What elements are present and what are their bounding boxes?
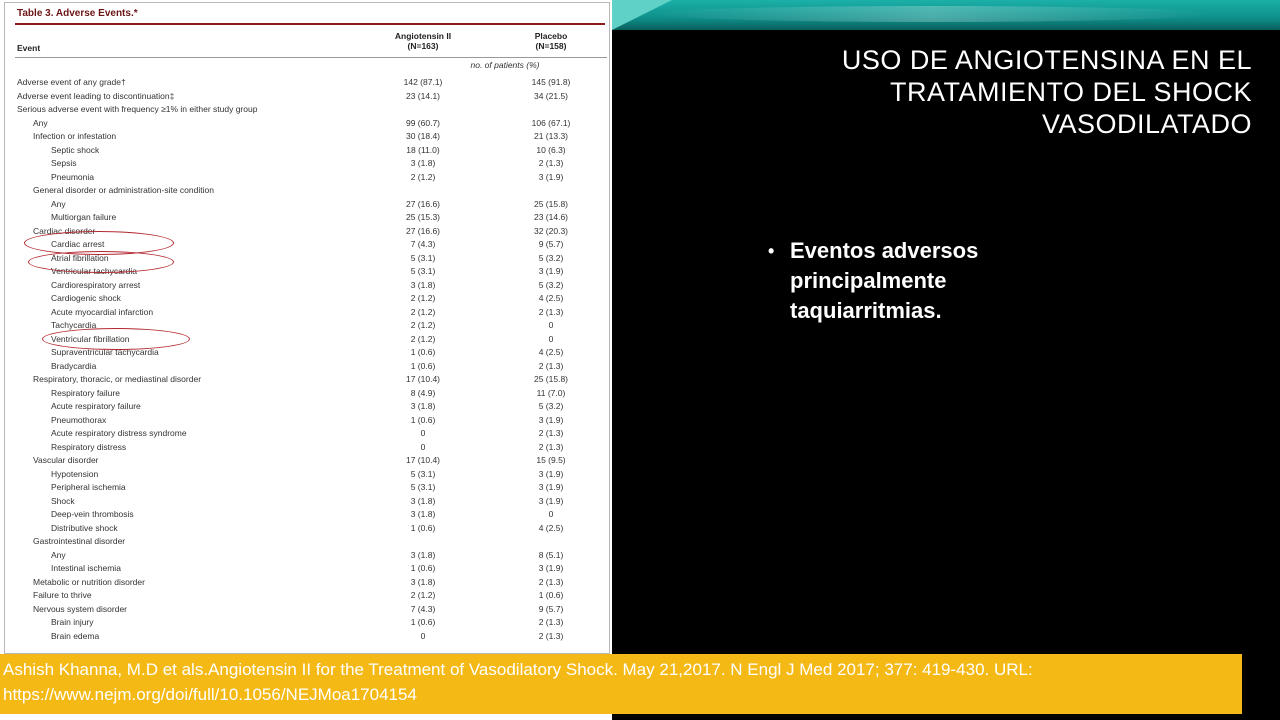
row-angiotensin-value: 2 (1.2) [410,171,436,182]
row-event: Adverse event leading to discontinuation‡ [17,90,175,101]
row-placebo-value: 3 (1.9) [538,414,564,425]
row-angiotensin-value: 3 (1.8) [410,279,436,290]
row-event: Respiratory failure [51,387,120,398]
table-row [15,468,607,482]
units-label: no. of patients (%) [470,60,540,70]
table-row [15,76,607,90]
row-event: Respiratory, thoracic, or mediastinal disorder [33,374,202,384]
table-row [15,481,607,495]
row-angiotensin-value: 8 (4.9) [410,387,436,398]
row-placebo-value: 8 (5.1) [538,549,564,560]
row-event: Cardiac disorder [33,225,96,236]
row-event: Shock [51,495,75,506]
table-row [15,427,607,441]
row-angiotensin-value: 2 (1.2) [410,333,436,344]
row-event: Nervous system disorder [33,603,128,614]
row-placebo-value: 145 (91.8) [531,77,571,87]
table-row [15,522,607,536]
table-row [15,360,607,374]
row-angiotensin-value: 1 (0.6) [410,563,436,573]
row-event: General disorder or administration-site condition [33,185,214,195]
table-caption [15,7,605,25]
row-event: Ventricular fibrillation [51,333,130,344]
row-angiotensin-value: 3 (1.8) [410,509,436,519]
row-angiotensin-value: 2 (1.2) [410,320,436,330]
row-angiotensin-value: 7 (4.3) [410,239,436,249]
row-angiotensin-value: 0 [420,630,426,641]
bullet-dot-icon: • [768,241,775,261]
row-angiotensin-value: 27 (16.6) [405,198,441,209]
table-row [15,549,607,563]
row-placebo-value: 23 (14.6) [533,212,569,222]
header-angiotensin: Angiotensin II [394,31,452,41]
table-row [15,414,607,428]
table-row [15,373,607,387]
table-row [15,103,607,117]
row-event: Multiorgan failure [51,212,117,222]
table-row [15,211,607,225]
row-angiotensin-value: 30 (18.4) [405,131,441,141]
table-row [15,562,607,576]
table-row [15,292,607,306]
row-angiotensin-value: 1 (0.6) [410,522,436,533]
row-placebo-value: 1 (0.6) [538,590,564,600]
row-placebo-value: 3 (1.9) [538,563,564,573]
table-row [15,171,607,185]
row-angiotensin-value: 3 (1.8) [410,158,436,168]
row-event: Tachycardia [51,320,97,330]
row-angiotensin-value: 23 (14.1) [405,90,441,101]
row-placebo-value: 106 (67.1) [531,117,571,128]
row-placebo-value: 3 (1.9) [538,171,564,182]
row-placebo-value: 2 (1.3) [538,441,564,452]
row-placebo-value: 5 (3.2) [538,401,564,411]
teal-header-band [612,0,1280,30]
row-placebo-value: 32 (20.3) [533,225,569,236]
row-event: Cardiorespiratory arrest [51,279,141,290]
row-event: Any [51,198,66,209]
table-row [15,184,607,198]
row-event: Deep-vein thrombosis [51,509,134,519]
row-placebo-value: 25 (15.8) [533,374,569,384]
table-row [15,279,607,293]
row-placebo-value: 2 (1.3) [538,617,564,627]
row-angiotensin-value: 17 (10.4) [405,374,441,384]
row-event: Cardiogenic shock [51,293,121,303]
row-event: Bradycardia [51,360,97,371]
row-event: Hypotension [51,468,99,479]
header-placebo: Placebo [534,31,568,41]
row-event: Acute respiratory distress syndrome [51,428,187,438]
header-event: Event [17,43,41,53]
row-placebo-value: 4 (2.5) [538,293,564,303]
row-placebo-value: 2 (1.3) [538,306,564,317]
row-placebo-value: 21 (13.3) [533,131,569,141]
row-angiotensin-value: 0 [420,441,426,452]
slide-title: USO DE ANGIOTENSINA EN EL TRATAMIENTO DEL SHOCK VASODILATADO [841,45,1252,139]
row-angiotensin-value: 18 (11.0) [406,144,440,155]
row-placebo-value: 0 [548,509,554,519]
row-placebo-value: 3 (1.9) [538,468,564,479]
table-row [15,454,607,468]
row-angiotensin-value: 1 (0.6) [410,617,436,627]
row-event: Pneumothorax [51,414,107,425]
row-placebo-value: 2 (1.3) [538,428,564,438]
row-angiotensin-value: 5 (3.1) [410,266,436,276]
row-placebo-value: 5 (3.2) [538,279,564,290]
row-angiotensin-value: 5 (3.1) [410,252,436,263]
row-event: Serious adverse event with frequency ≥1% in either study group [17,104,258,114]
highlight-circle-ventricular-fibrillation [42,328,190,350]
row-placebo-value: 9 (5.7) [538,603,564,614]
row-angiotensin-value: 7 (4.3) [410,603,436,614]
row-placebo-value: 0 [548,333,554,344]
row-event: Atrial fibrillation [51,252,109,263]
row-event: Failure to thrive [33,590,92,600]
row-angiotensin-value: 1 (0.6) [410,414,436,425]
row-event: Sepsis [51,158,77,168]
row-placebo-value: 10 (6.3) [536,144,566,155]
row-angiotensin-value: 1 (0.6) [410,347,436,357]
table-row [15,400,607,414]
table-row [15,508,607,522]
highlight-circle-atrial-fibrillation [28,251,174,273]
table-row [15,144,607,158]
table-row [15,198,607,212]
row-angiotensin-value: 142 (87.1) [403,77,443,87]
row-angiotensin-value: 2 (1.2) [410,293,436,303]
table-row [15,616,607,630]
table-row [15,306,607,320]
row-event: Brain injury [51,617,94,627]
row-event: Septic shock [51,144,100,155]
row-angiotensin-value: 3 (1.8) [410,549,436,560]
row-placebo-value: 0 [548,320,554,330]
table-row [15,630,607,644]
row-event: Cardiac arrest [51,239,105,249]
row-event: Metabolic or nutrition disorder [33,576,145,587]
table-row [15,535,607,549]
table-row [15,157,607,171]
row-event: Respiratory distress [51,441,127,452]
row-placebo-value: 2 (1.3) [538,576,564,587]
row-event: Intestinal ischemia [51,563,121,573]
table-row [15,603,607,617]
row-placebo-value: 5 (3.2) [538,252,564,263]
row-event: Adverse event of any grade† [17,77,126,87]
row-angiotensin-value: 3 (1.8) [410,576,436,587]
row-angiotensin-value: 2 (1.2) [410,306,436,317]
row-event: Acute myocardial infarction [51,306,154,317]
table-row [15,117,607,131]
bullet-item [768,236,1078,326]
units-row [15,57,607,72]
table-row [15,130,607,144]
row-event: Vascular disorder [33,455,99,465]
table-row [15,576,607,590]
row-placebo-value: 15 (9.5) [536,455,566,465]
row-angiotensin-value: 5 (3.1) [410,482,436,492]
table-row [15,589,607,603]
row-placebo-value: 3 (1.9) [538,495,564,506]
table-row [15,387,607,401]
row-placebo-value: 3 (1.9) [538,266,564,276]
row-event: Brain edema [51,630,100,641]
row-event: Acute respiratory failure [51,401,141,411]
row-angiotensin-value: 25 (15.3) [405,212,441,222]
row-event: Ventricular tachycardia [51,266,137,276]
table-row [15,441,607,455]
row-placebo-value: 4 (2.5) [538,347,564,357]
row-event: Pneumonia [51,171,95,182]
row-event: Any [51,549,66,560]
row-event: Any [33,117,48,128]
table-row [15,90,607,104]
row-placebo-value: 11 (7.0) [536,387,566,398]
row-angiotensin-value: 1 (0.6) [410,360,436,371]
table-image-panel [0,0,612,720]
row-angiotensin-value: 17 (10.4) [405,455,441,465]
header-angiotensin-n: (N=163) [407,41,439,51]
row-placebo-value: 25 (15.8) [533,198,569,209]
row-angiotensin-value: 0 [420,428,426,438]
row-event: Infection or infestation [33,131,117,141]
table-body [15,76,607,643]
row-placebo-value: 9 (5.7) [538,239,564,249]
row-placebo-value: 3 (1.9) [538,482,564,492]
row-event: Peripheral ischemia [51,482,126,492]
row-placebo-value: 2 (1.3) [538,630,564,641]
table-row [15,495,607,509]
row-placebo-value: 34 (21.5) [533,90,569,101]
header-placebo-n: (N=158) [535,41,567,51]
row-angiotensin-value: 5 (3.1) [410,468,436,479]
table-caption-text: Table 3. Adverse Events.* [17,8,138,19]
row-event: Gastrointestinal disorder [33,536,126,546]
row-placebo-value: 2 (1.3) [538,158,564,168]
row-placebo-value: 2 (1.3) [538,360,564,371]
row-angiotensin-value: 2 (1.2) [410,590,436,600]
row-angiotensin-value: 3 (1.8) [410,495,436,506]
citation-bar: Ashish Khanna, M.D et als.Angiotensin II for the Treatment of Vasodilatory Shock. May 21,2017. N Engl J Med 2017; 377: 419-430. URL: https://www.nejm.org/doi/full/10.1056/NEJMoa1704154 [0,654,1242,714]
row-angiotensin-value: 3 (1.8) [410,401,436,411]
row-angiotensin-value: 99 (60.7) [405,117,441,128]
bullet-text: Eventos adversos principalmente taquiarritmias. [790,238,979,323]
row-event: Supraventricular tachycardia [51,347,159,357]
row-placebo-value: 4 (2.5) [538,522,564,533]
row-angiotensin-value: 27 (16.6) [405,225,441,236]
row-event: Distributive shock [51,522,118,533]
